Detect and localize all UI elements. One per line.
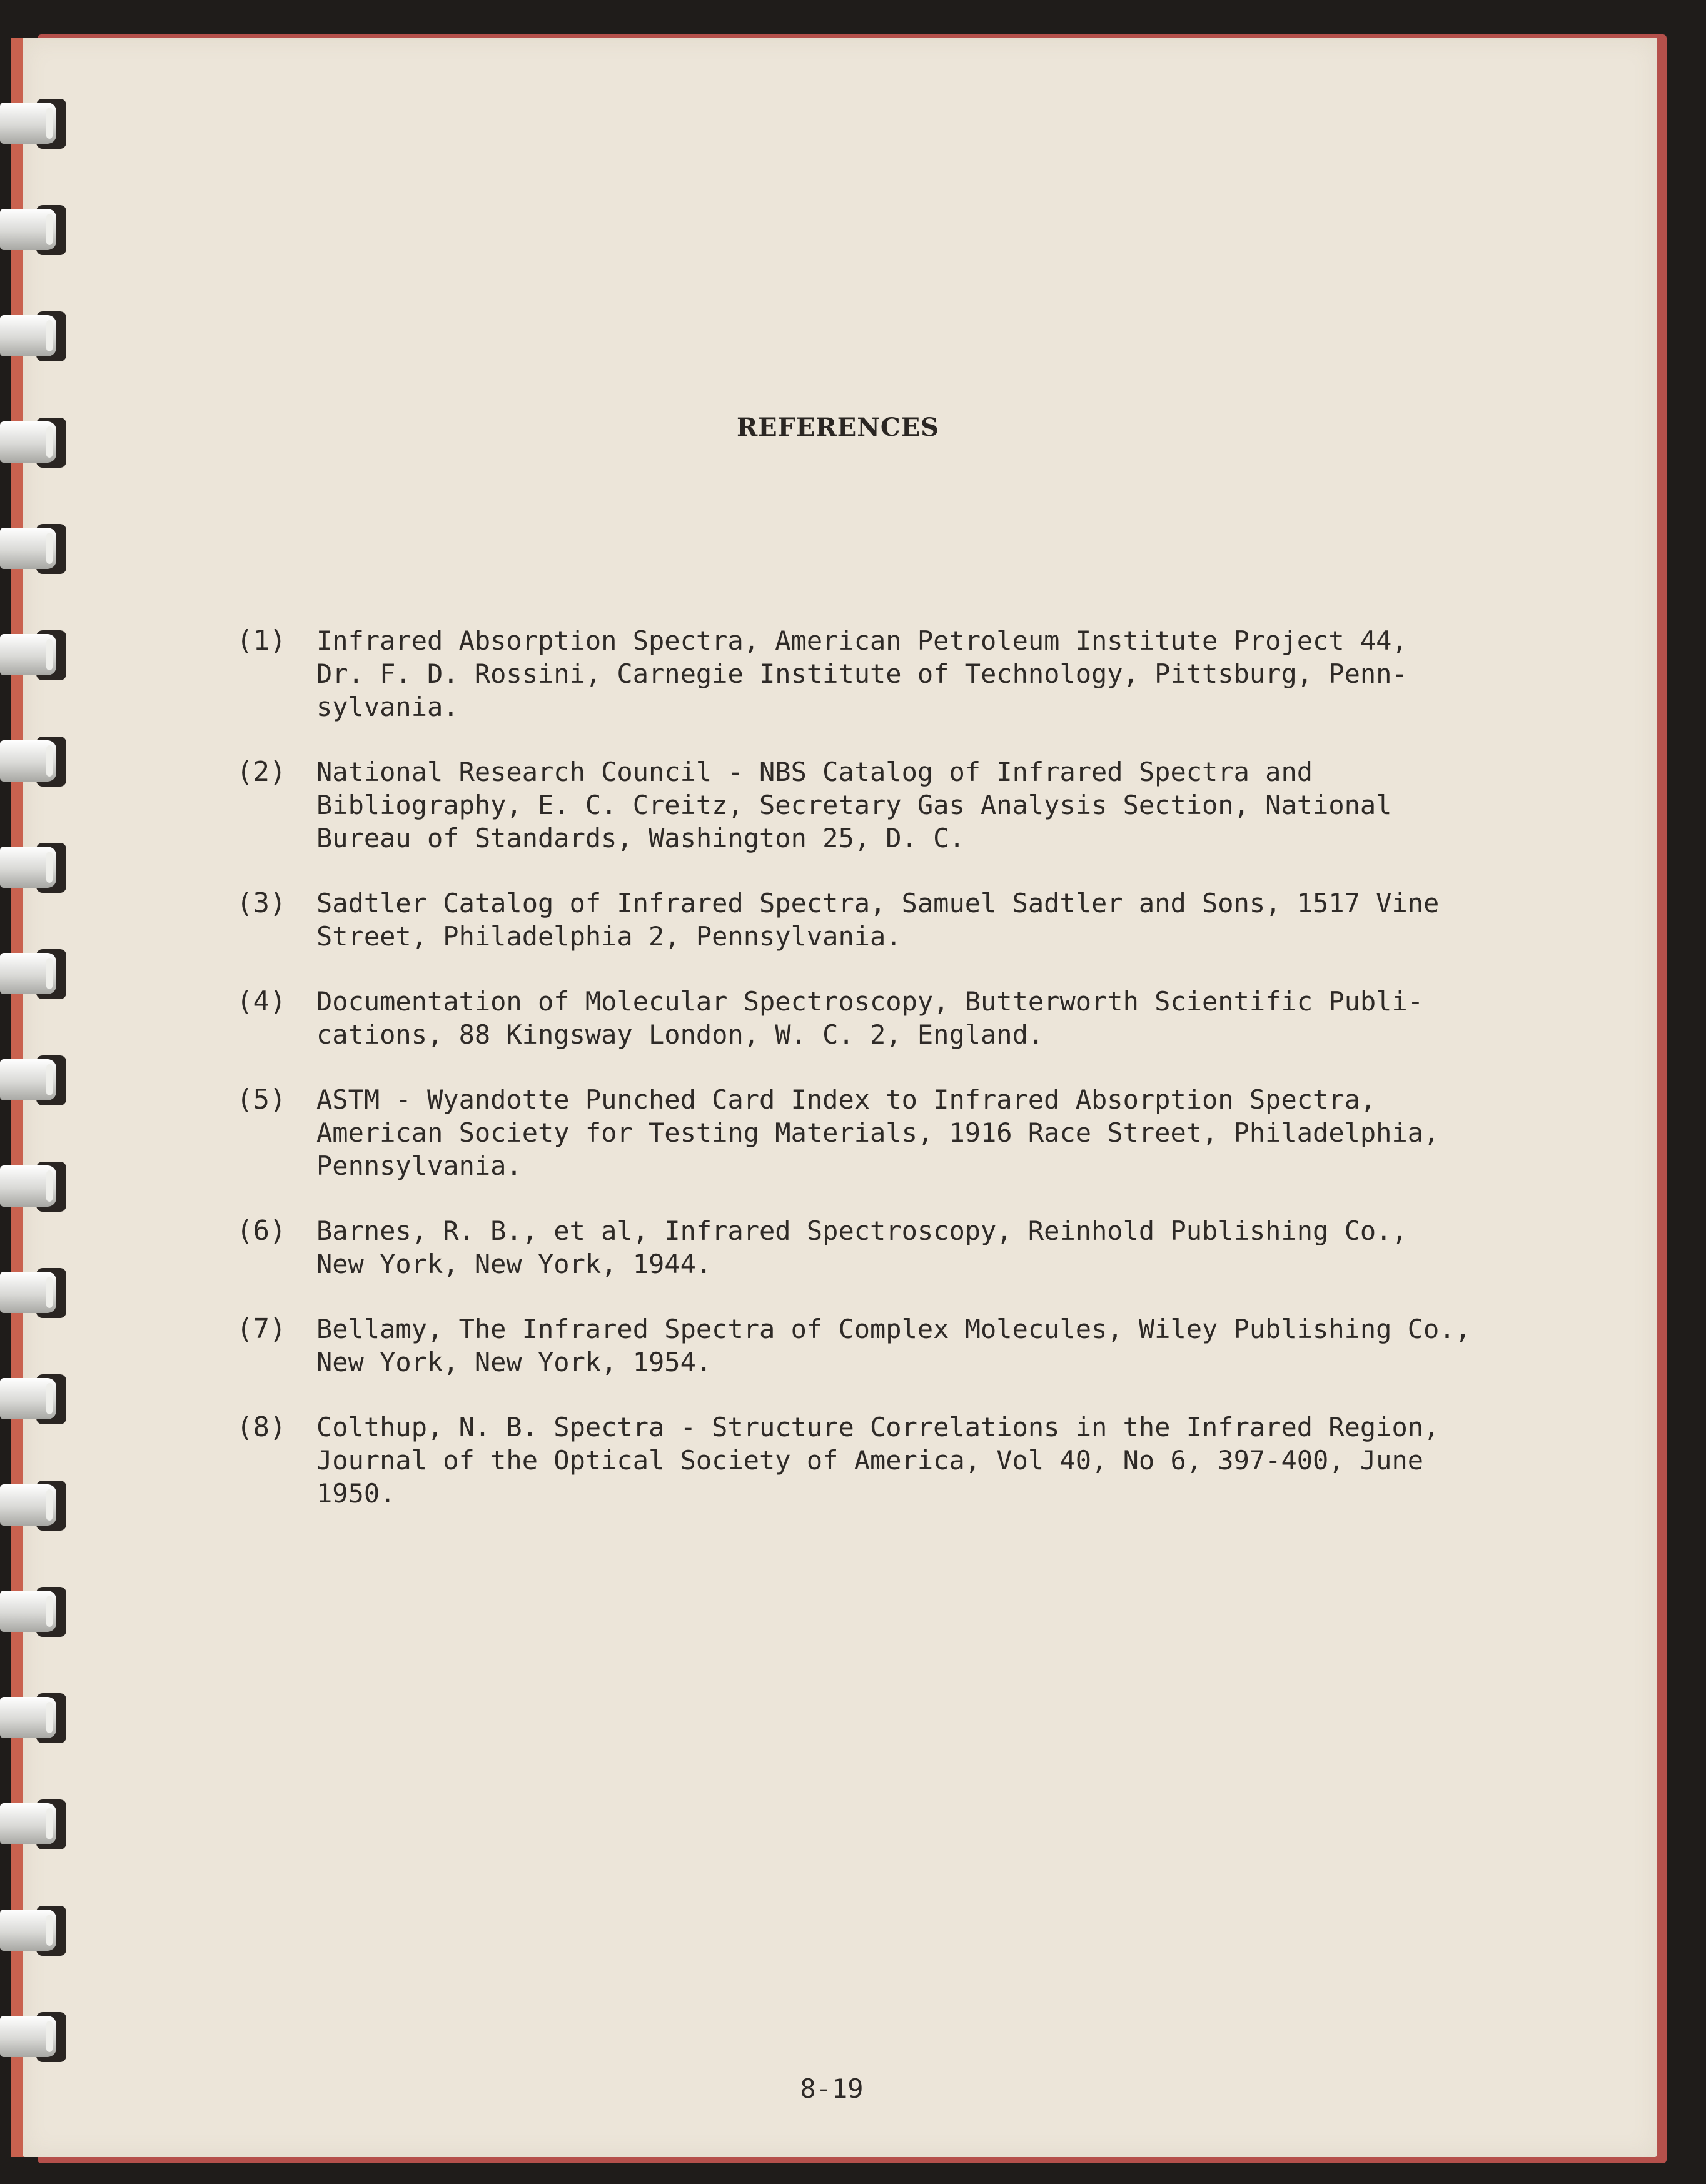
reference-item [236,755,1500,855]
reference-text-line: American Society for Testing Materials, 1916 Race Street, Philadelphia, [316,1117,1440,1148]
reference-item [236,624,1500,723]
reference-number: (7) [236,1313,286,1345]
reference-number: (2) [236,756,286,788]
reference-number: (8) [236,1411,286,1443]
reference-list [236,624,1500,1542]
reference-item [236,985,1500,1051]
reference-number: (4) [236,985,286,1017]
reference-number: (3) [236,887,286,919]
reference-item [236,1214,1500,1281]
reference-text-line: Bureau of Standards, Washington 25, D. C. [316,823,965,853]
reference-text-line: Documentation of Molecular Spectroscopy, Butterworth Scientific Publi- [316,986,1424,1017]
reference-text-line: sylvania. [316,692,459,722]
reference-text-line: Bibliography, E. C. Creitz, Secretary Gas Analysis Section, National [316,790,1392,820]
reference-number: (1) [236,625,286,657]
reference-text-line: cations, 88 Kingsway London, W. C. 2, England. [316,1019,1044,1050]
reference-text-line: Bellamy, The Infrared Spectra of Complex Molecules, Wiley Publishing Co., [316,1314,1471,1344]
reference-text-line: New York, New York, 1954. [316,1347,712,1377]
reference-item [236,1312,1500,1379]
reference-text-line: National Research Council - NBS Catalog of Infrared Spectra and [316,757,1313,787]
reference-text-line: New York, New York, 1944. [316,1249,712,1279]
page-title: REFERENCES [736,413,940,442]
reference-number: (5) [236,1084,286,1115]
reference-text-line: Colthup, N. B. Spectra - Structure Correlations in the Infrared Region, [316,1412,1440,1442]
reference-number: (6) [236,1215,286,1247]
reference-text-line: ASTM - Wyandotte Punched Card Index to Infrared Absorption Spectra, [316,1084,1376,1115]
reference-item [236,1411,1500,1510]
reference-text-line: Barnes, R. B., et al, Infrared Spectroscopy, Reinhold Publishing Co., [316,1215,1408,1246]
reference-text-line: Journal of the Optical Society of America, Vol 40, No 6, 397-400, June [316,1445,1424,1476]
reference-item [236,887,1500,953]
reference-text-line: Pennsylvania. [316,1150,522,1181]
reference-text-line: Sadtler Catalog of Infrared Spectra, Samuel Sadtler and Sons, 1517 Vine [316,888,1440,918]
page-number: 8-19 [800,2073,864,2104]
reference-text-line: Infrared Absorption Spectra, American Petroleum Institute Project 44, [316,625,1408,656]
reference-item [236,1083,1500,1182]
reference-text-line: Street, Philadelphia 2, Pennsylvania. [316,921,902,952]
reference-text-line: Dr. F. D. Rossini, Carnegie Institute of Technology, Pittsburg, Penn- [316,658,1408,689]
reference-text-line: 1950. [316,1478,396,1509]
